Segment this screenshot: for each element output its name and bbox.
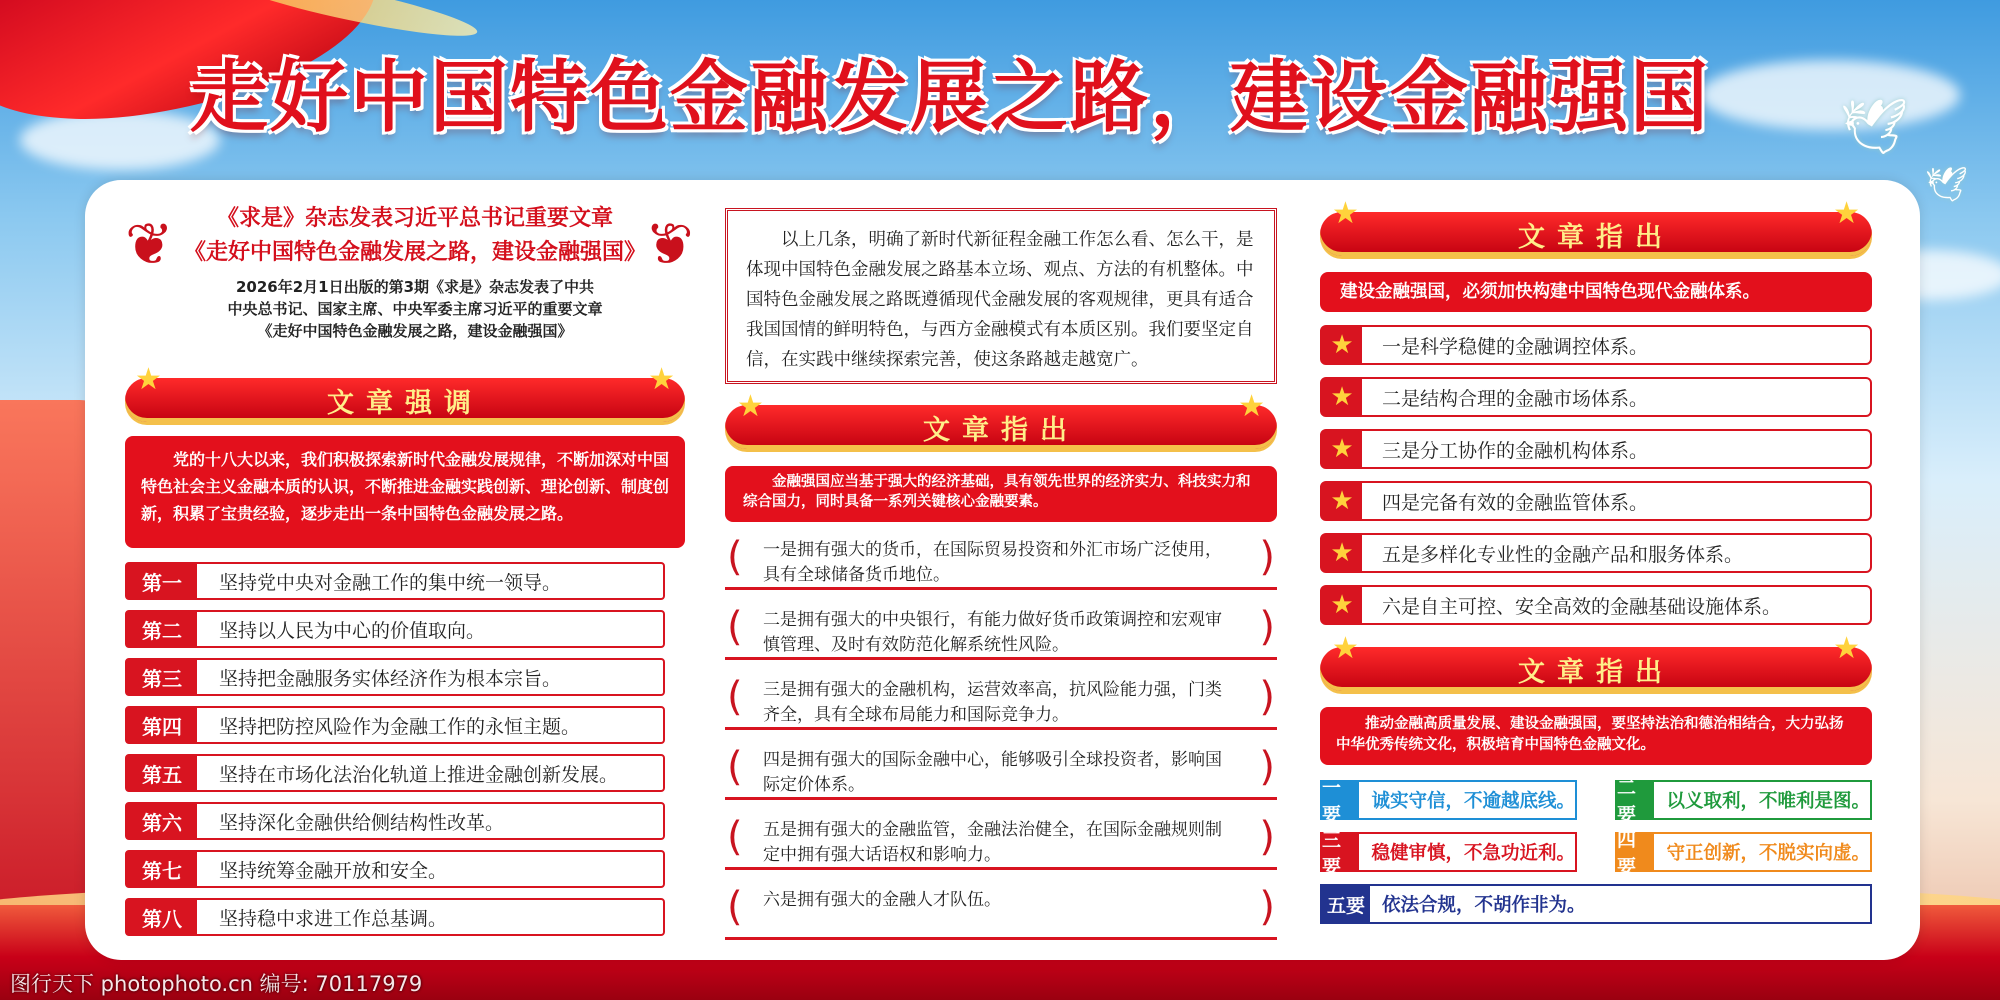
intro-box: 党的十八大以来，我们积极探索新时代金融发展规律，不断加深对中国特色社会主义金融本质的认识，不断推进金融实践创新、理论创新、制度创新，积累了宝贵经验，逐步走出一条中国特色金融发展之路。 (125, 436, 685, 548)
requirement-item (1320, 884, 1872, 924)
watermark-text: 图行天下 photophoto.cn 编号: 70117979 (10, 972, 423, 996)
principle-label: 第七 (127, 852, 197, 886)
summary-quote: 以上几条，明确了新时代新征程金融工作怎么看、怎么干，是体现中国特色金融发展之路基本立场、观点、方法的有机整体。中国特色金融发展之路既遵循现代金融发展的客观规律，更具有适合我国国情的鲜明特色，与西方金融模式有本质区别。我们要坚定自信，在实践中继续探索完善，使这条路越走越宽广。 (725, 208, 1277, 384)
requirement-item (1615, 777, 1872, 826)
requirement-label: 四要 (1617, 834, 1654, 870)
header-p2: 中央总书记、国家主席、中央军委主席习近平的重要文章 (227, 300, 603, 318)
page-title: 走好中国特色金融发展之路，建设金融强国 (190, 52, 1711, 143)
principle-row (125, 658, 665, 696)
principle-text: 坚持在市场化法治化轨道上推进金融创新发展。 (219, 763, 619, 786)
principle-row (125, 754, 665, 792)
element-item (725, 532, 1277, 590)
principle-text: 坚持深化金融供给侧结构性改革。 (219, 811, 505, 834)
element-item (725, 882, 1277, 940)
header-p1: 2026年2月1日出版的第3期《求是》杂志发表了中共 (235, 278, 595, 296)
star-icon: ★ (1322, 327, 1362, 363)
banner-title: 文章指出 (1518, 656, 1674, 688)
element-item (725, 672, 1277, 730)
star-icon: ★ (1322, 483, 1362, 519)
element-text: 六是拥有强大的金融人才队伍。 (763, 890, 1001, 910)
principle-row (125, 610, 665, 648)
laurel-right-icon: ) (1259, 604, 1275, 650)
intro-box: 建设金融强国，必须加快构建中国特色现代金融体系。 (1320, 272, 1872, 312)
system-row (1320, 481, 1872, 521)
principle-label: 第四 (127, 708, 197, 742)
requirement-text: 守正创新，不脱实向虚。 (1666, 843, 1870, 864)
star-icon: ★ (737, 389, 764, 424)
laurel-left-icon: ( (727, 674, 743, 720)
principle-row (125, 802, 665, 840)
requirement-text: 依法合规，不胡作非为。 (1382, 895, 1586, 916)
section-banner (1320, 196, 1872, 256)
principle-row (125, 850, 665, 888)
banner-title: 文章指出 (923, 414, 1079, 446)
requirement-text: 稳健审慎，不急功近利。 (1371, 843, 1575, 864)
principle-text: 坚持把金融服务实体经济作为根本宗旨。 (219, 667, 562, 690)
requirement-text: 以义取利，不唯利是图。 (1666, 791, 1870, 812)
system-row (1320, 533, 1872, 573)
system-text: 三是分工协作的金融机构体系。 (1382, 439, 1649, 462)
laurel-right-icon: ) (1259, 744, 1275, 790)
section-banner (125, 362, 685, 422)
dove-icon: 🕊 (1925, 165, 1969, 205)
requirement-item (1320, 829, 1577, 878)
star-icon: ★ (1322, 431, 1362, 467)
laurel-right-icon: ) (1259, 814, 1275, 860)
principle-label: 第一 (127, 564, 197, 598)
requirement-label: 三要 (1322, 834, 1359, 870)
principle-row (125, 706, 665, 744)
section-banner (1320, 631, 1872, 691)
star-icon: ★ (1322, 587, 1362, 623)
laurel-left-icon: ❦ (125, 210, 174, 278)
star-icon: ★ (648, 362, 675, 397)
requirement-label: 一要 (1322, 782, 1359, 818)
element-item (725, 742, 1277, 800)
watermark-footer (0, 966, 2000, 1000)
laurel-left-icon: ( (727, 814, 743, 860)
star-icon: ★ (1833, 631, 1860, 666)
principle-label: 第五 (127, 756, 197, 790)
banner-title: 文章指出 (1518, 221, 1674, 253)
element-text: 一是拥有强大的货币，在国际贸易投资和外汇市场广泛使用，具有全球储备货币地位。 (763, 540, 1222, 585)
system-text: 二是结构合理的金融市场体系。 (1382, 387, 1649, 410)
header-p3: 《走好中国特色金融发展之路，建设金融强国》 (257, 322, 573, 340)
principle-row (125, 898, 665, 936)
requirement-item (1615, 829, 1872, 878)
element-text: 三是拥有强大的金融机构，运营效率高，抗风险能力强，门类齐全，具有全球布局能力和国际竞争力。 (763, 680, 1222, 725)
star-icon: ★ (1332, 196, 1359, 231)
principle-text: 坚持稳中求进工作总基调。 (219, 907, 448, 930)
element-text: 二是拥有强大的中央银行，有能力做好货币政策调控和宏观审慎管理、及时有效防范化解系统性风险。 (763, 610, 1222, 655)
system-text: 一是科学稳健的金融调控体系。 (1382, 335, 1649, 358)
principle-text: 坚持把防控风险作为金融工作的永恒主题。 (219, 715, 581, 738)
laurel-right-icon: ) (1259, 534, 1275, 580)
principle-label: 第二 (127, 612, 197, 646)
star-icon: ★ (1238, 389, 1265, 424)
header-line2: 《走好中国特色金融发展之路，建设金融强国》 (183, 240, 646, 265)
star-icon: ★ (1833, 196, 1860, 231)
element-text: 五是拥有强大的金融监管，金融法治健全，在国际金融规则制定中拥有强大话语权和影响力。 (763, 820, 1222, 865)
requirement-text: 诚实守信，不逾越底线。 (1371, 791, 1575, 812)
principle-text: 坚持以人民为中心的价值取向。 (219, 619, 486, 642)
system-row (1320, 325, 1872, 365)
section-banner (725, 389, 1277, 449)
principle-text: 坚持党中央对金融工作的集中统一领导。 (219, 571, 562, 594)
laurel-left-icon: ( (727, 744, 743, 790)
principle-text: 坚持统筹金融开放和安全。 (219, 859, 448, 882)
header-line1: 《求是》杂志发表习近平总书记重要文章 (216, 206, 613, 231)
laurel-right-icon: ) (1259, 884, 1275, 930)
star-icon: ★ (1322, 535, 1362, 571)
requirement-label: 二要 (1617, 782, 1654, 818)
laurel-right-icon: ❦ (645, 210, 694, 278)
principle-row (125, 562, 665, 600)
system-text: 五是多样化专业性的金融产品和服务体系。 (1382, 543, 1744, 566)
element-text: 四是拥有强大的国际金融中心，能够吸引全球投资者，影响国际定价体系。 (763, 750, 1222, 795)
element-item (725, 812, 1277, 870)
star-icon: ★ (135, 362, 162, 397)
banner-title: 文章强调 (327, 387, 483, 419)
requirement-label: 五要 (1322, 886, 1370, 922)
system-row (1320, 377, 1872, 417)
content-board (85, 180, 1920, 960)
laurel-right-icon: ) (1259, 674, 1275, 720)
laurel-left-icon: ( (727, 534, 743, 580)
principle-label: 第三 (127, 660, 197, 694)
system-row (1320, 585, 1872, 625)
requirement-item (1320, 777, 1577, 826)
intro-box: 推动金融高质量发展、建设金融强国，要坚持法治和德治相结合，大力弘扬中华优秀传统文化，积极培育中国特色金融文化。 (1320, 707, 1872, 765)
principle-label: 第六 (127, 804, 197, 838)
article-header (125, 202, 705, 342)
star-icon: ★ (1332, 631, 1359, 666)
laurel-left-icon: ( (727, 884, 743, 930)
dove-icon: 🕊 (1840, 95, 1909, 158)
system-row (1320, 429, 1872, 469)
principle-label: 第八 (127, 900, 197, 934)
system-text: 六是自主可控、安全高效的金融基础设施体系。 (1382, 595, 1782, 618)
laurel-left-icon: ( (727, 604, 743, 650)
element-item (725, 602, 1277, 660)
star-icon: ★ (1322, 379, 1362, 415)
intro-box: 金融强国应当基于强大的经济基础，具有领先世界的经济实力、科技实力和综合国力，同时具备一系列关键核心金融要素。 (725, 466, 1277, 522)
system-text: 四是完备有效的金融监管体系。 (1382, 491, 1649, 514)
